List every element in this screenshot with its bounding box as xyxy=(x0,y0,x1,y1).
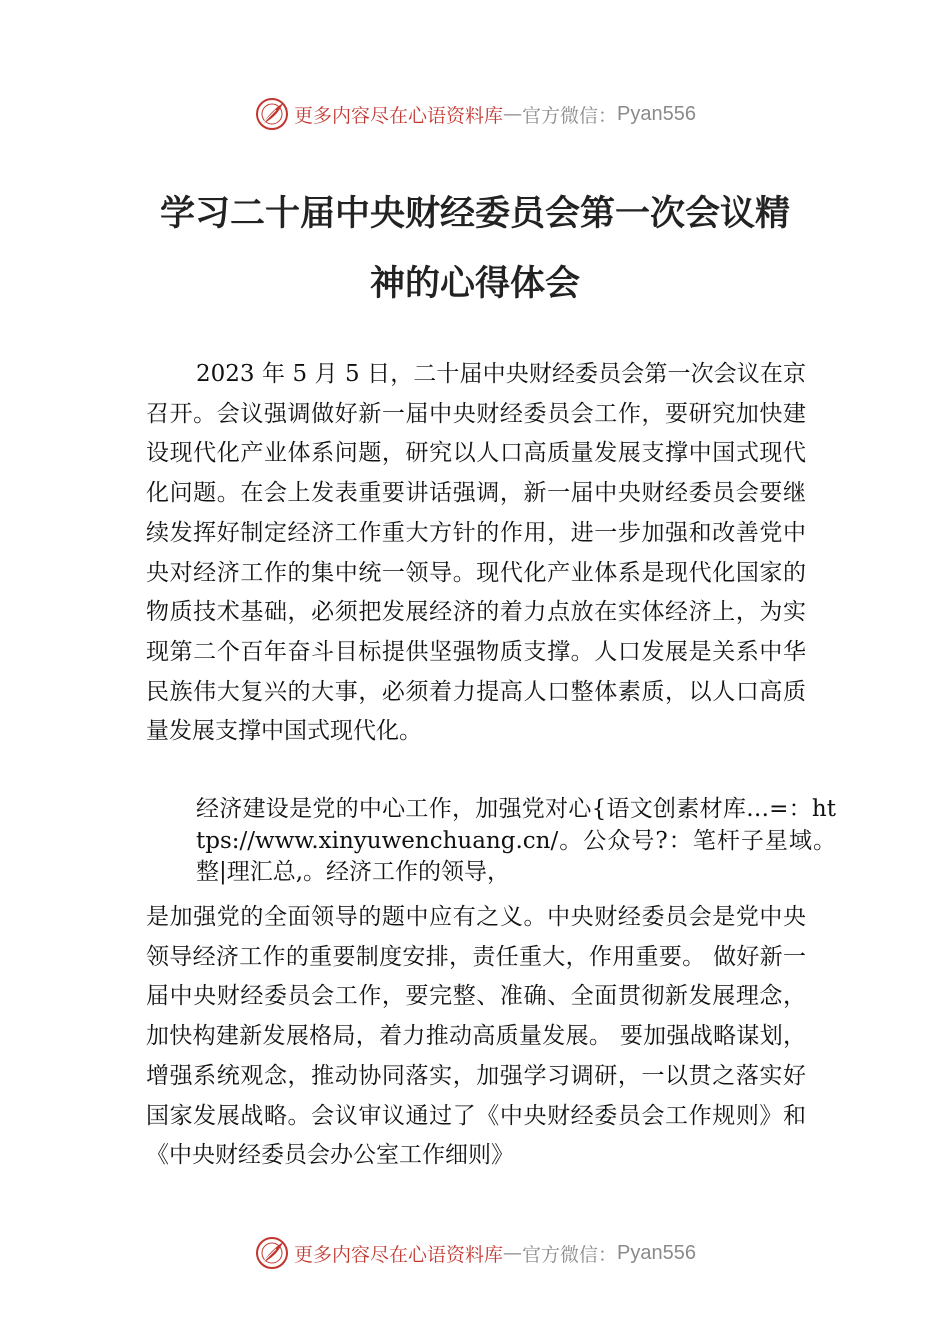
footer-wechat-id: Pyan556 xyxy=(617,1241,696,1264)
banner-wechat-label: 官方微信： xyxy=(522,104,618,127)
body-paragraph-3: 是加强党的全面领导的题中应有之义。中央财经委员会是党中央领导经济工作的重要制度安排，责任重大，作用重要。 做好新一届中央财经委员会工作，要完整、准确、全面贯彻新发展理念，加快构建新发展格局，着力推动高质量发展。 要加强战略谋划，增强系统观念，推动协同落实，加强学习调研，一以贯之落实好国家发展战略。会议审议通过了《中央财经委员会工作规则》和《中央财经委员会办公室工作细则》 xyxy=(146,904,806,1169)
document-title-line-1: 学习二十届中央财经委员会第一次会议精 xyxy=(159,193,790,234)
body-paragraph-2: 经济建设是党的中心工作，加强党对心{语文创素材库…=：https://www.xinyuwenchuang.cn/。公众号?：笔杆子星域。整|理汇总,。经济工作的领导， xyxy=(196,796,836,885)
footer-watermark-banner xyxy=(0,1233,950,1273)
banner-site-text: 更多内容尽在心语资料库 xyxy=(294,104,504,127)
footer-site-text: 更多内容尽在心语资料库 xyxy=(294,1243,504,1266)
quill-circle-logo-icon xyxy=(254,96,290,132)
body-paragraph-1: 2023 年 5 月 5 日，二十届中央财经委员会第一次会议在京召开。会议强调做好新一届中央财经委员会工作，要研究加快建设现代化产业体系问题，研究以人口高质量发展支撑中国式现代化问题。在会上发表重要讲话强调，新一届中央财经委员会要继续发挥好制定经济工作重大方针的作用，进一步加强和改善党中央对经济工作的集中统一领导。现代化产业体系是现代化国家的物质技术基础，必须把发展经济的着力点放在实体经济上，为实现第二个百年奋斗目标提供坚强物质支撑。人口发展是关系中华民族伟大复兴的大事，必须着力提高人口整体素质，以人口高质量发展支撑中国式现代化。 xyxy=(146,361,806,745)
header-watermark-banner xyxy=(0,94,950,134)
document-title-line-2: 神的心得体会 xyxy=(369,263,580,304)
quill-circle-logo-icon xyxy=(254,1235,290,1271)
banner-dash: — xyxy=(503,103,523,125)
footer-dash: — xyxy=(503,1242,523,1264)
banner-wechat-id: Pyan556 xyxy=(617,102,696,125)
footer-wechat-label: 官方微信： xyxy=(522,1243,618,1266)
